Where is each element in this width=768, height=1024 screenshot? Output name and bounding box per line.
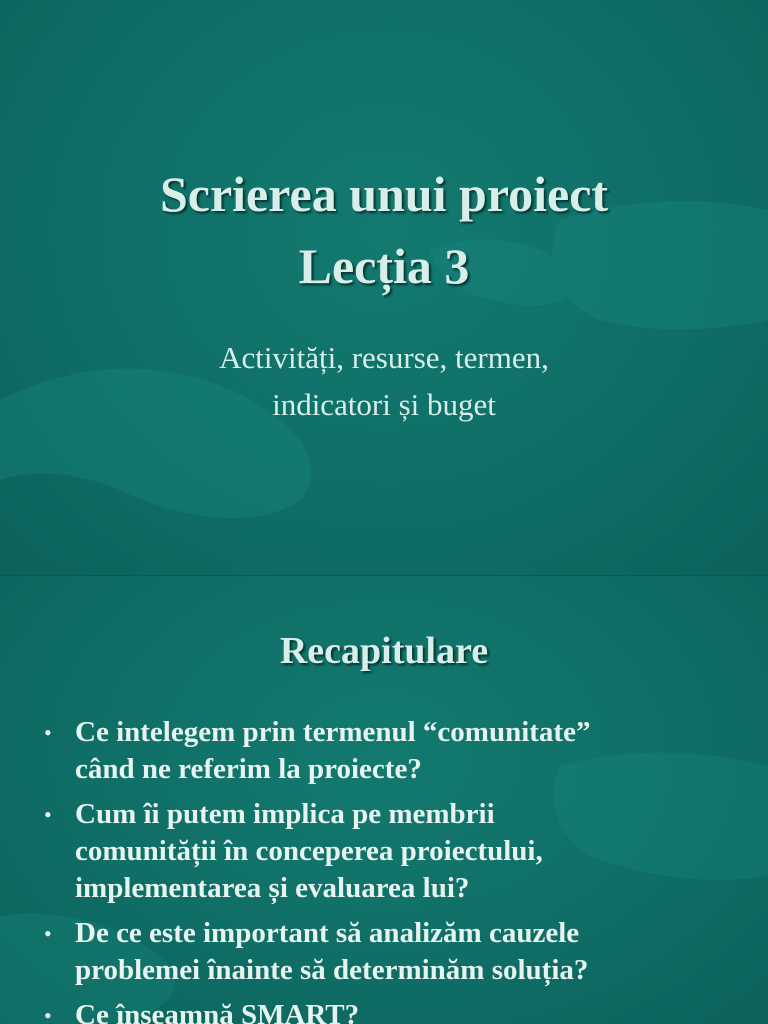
list-item (0, 714, 768, 788)
bullet-line: Ce intelegem prin termenul “comunitate” (75, 716, 591, 748)
bullet-line: Cum îi putem implica pe membrii (75, 798, 495, 830)
recap-heading: Recapitulare (279, 630, 489, 672)
bullet-line: De ce este important să analizăm cauzele (75, 917, 580, 949)
list-item (0, 796, 768, 907)
bullet-dot-icon: • (44, 1003, 52, 1024)
bullet-dot-icon: • (44, 720, 52, 745)
slide-recap (0, 576, 768, 1024)
bullet-line: implementarea și evaluarea lui? (75, 872, 470, 904)
bullet-dot-icon: • (44, 802, 52, 827)
subtitle-line-2: indicatori și buget (272, 387, 496, 422)
bullet-line: comunității în conceperea proiectului, (75, 835, 543, 867)
title-line-1: Scrierea unui proiect (159, 166, 609, 222)
subtitle-line-1: Activități, resurse, termen, (219, 340, 549, 375)
recap-bullet-list (0, 714, 768, 1024)
bullet-line: Ce înseamnă SMART? (75, 999, 360, 1024)
slide-subtitle (0, 334, 768, 428)
title-line-2: Lecția 3 (298, 238, 470, 294)
bullet-line: problemei înainte să determinăm soluția? (75, 954, 589, 986)
list-item (0, 915, 768, 989)
list-item (0, 997, 768, 1024)
bullet-dot-icon: • (44, 921, 52, 946)
bullet-line: când ne referim la proiecte? (75, 753, 422, 785)
slide-title-text (0, 158, 768, 302)
